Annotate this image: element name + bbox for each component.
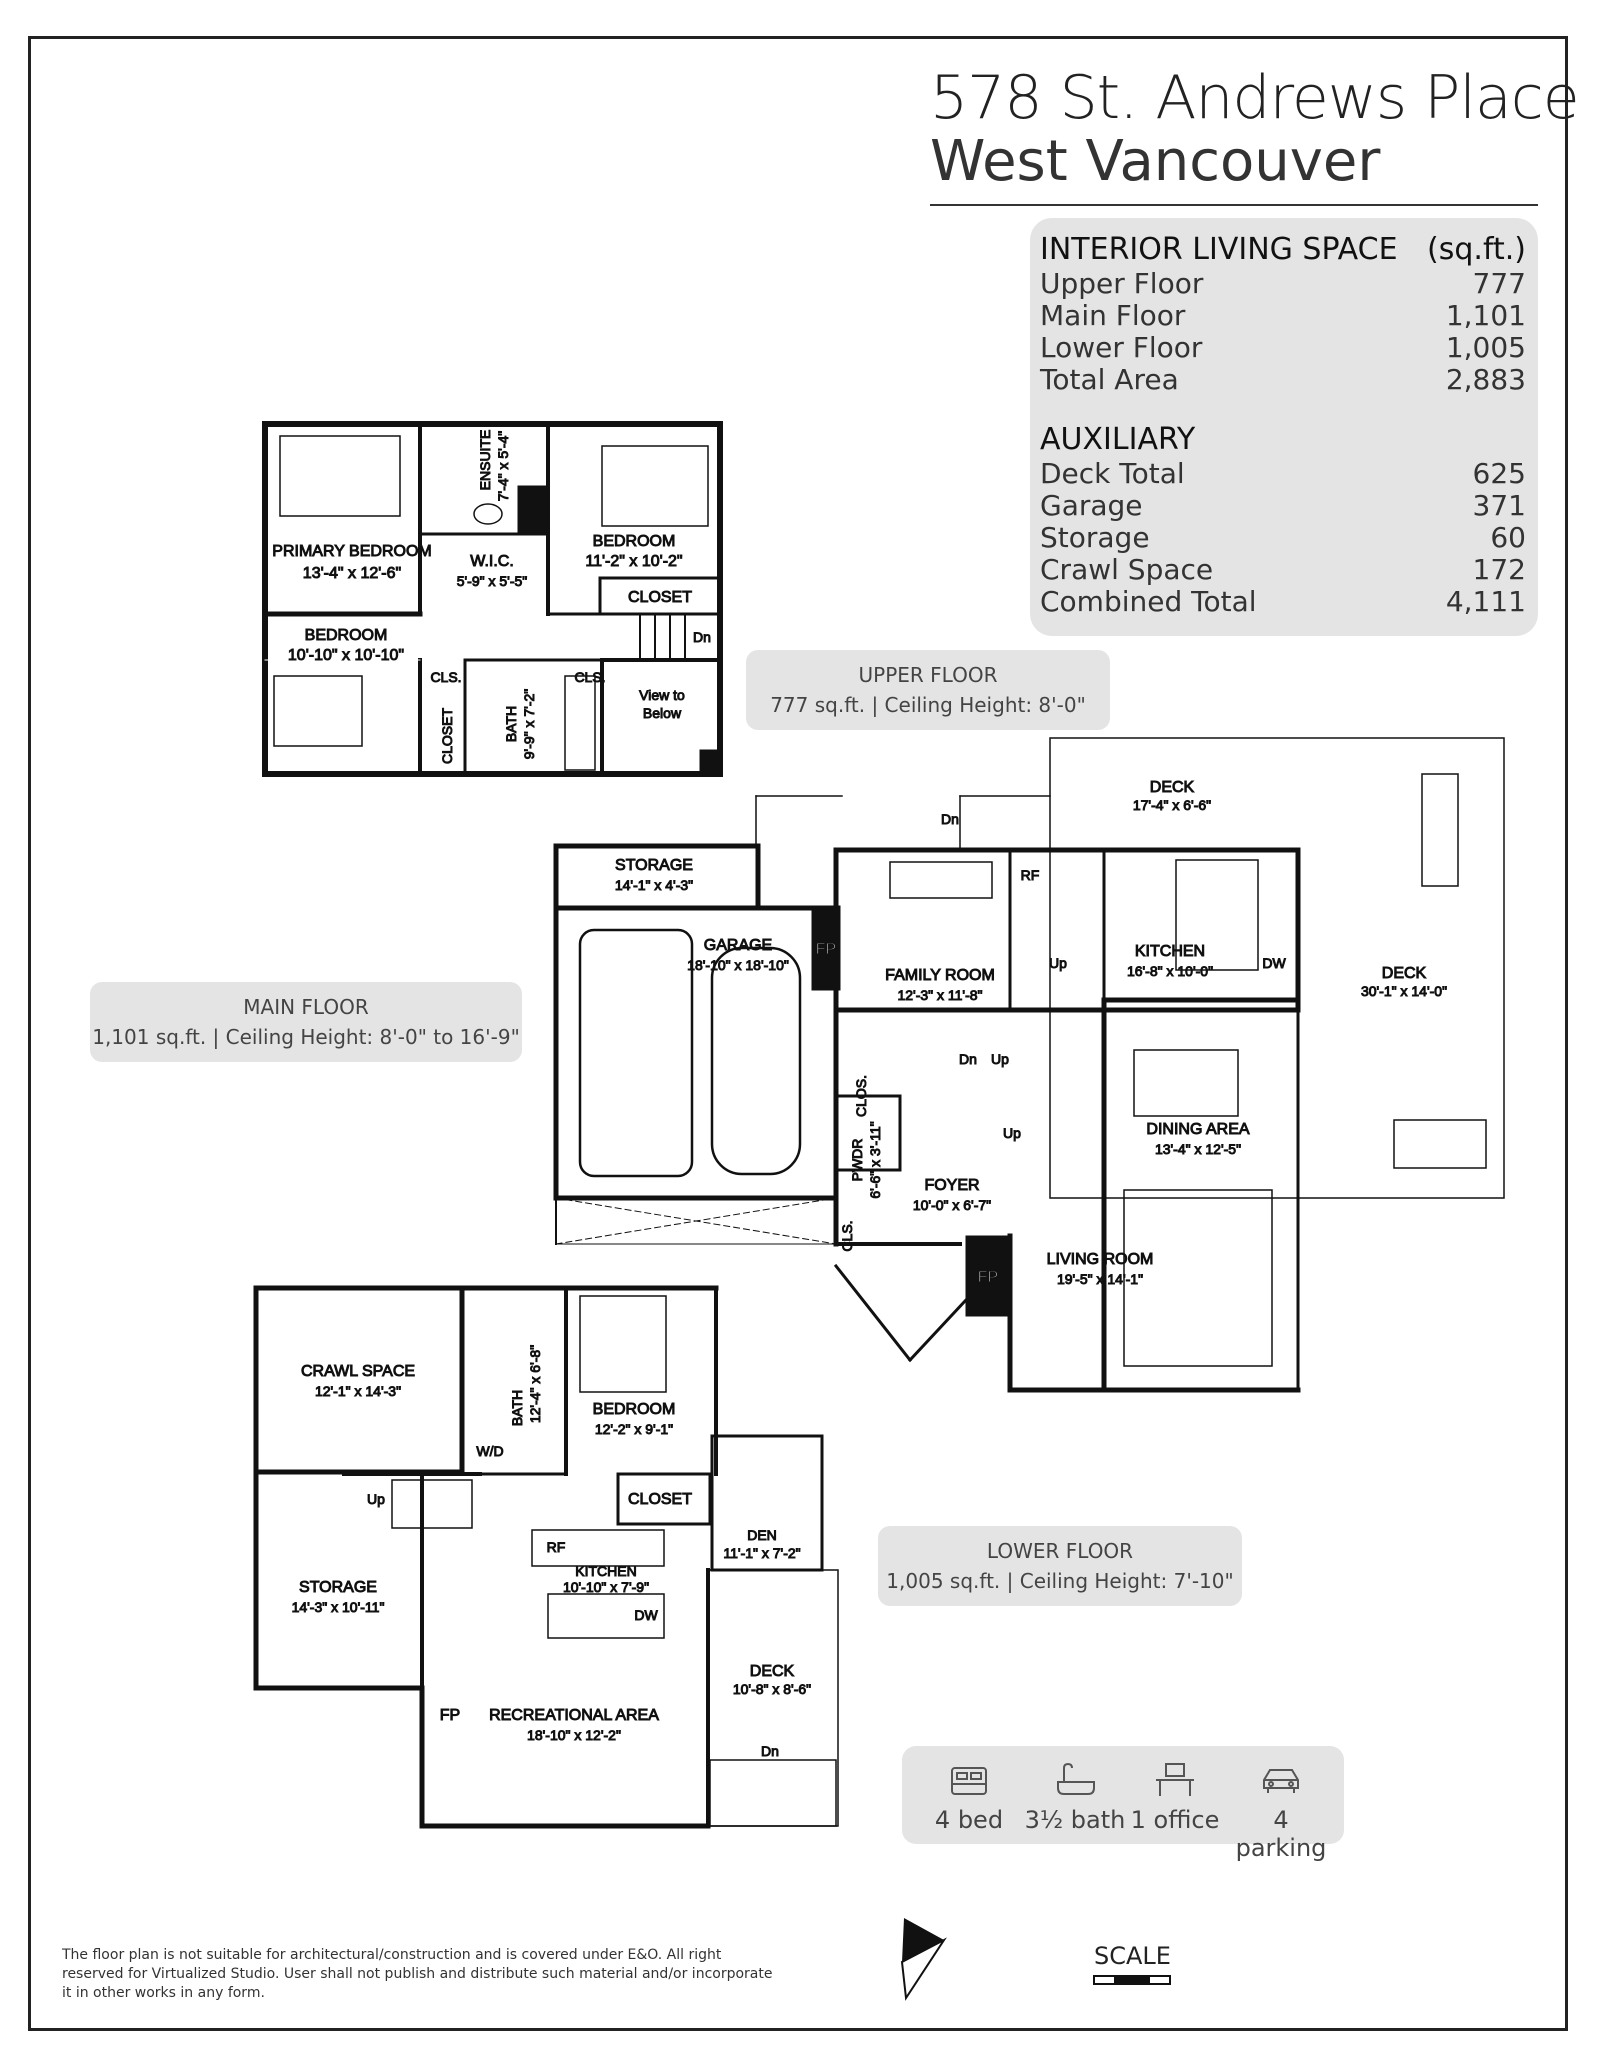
area-value: 1,005: [1445, 331, 1526, 364]
north-arrow-icon: [902, 1918, 944, 1998]
stair-label: Up: [1003, 1125, 1021, 1141]
area-value: 625: [1472, 457, 1526, 490]
stat-label: 4 parking: [1235, 1806, 1327, 1862]
room-dimension: 12'-2" x 9'-1": [594, 1421, 674, 1437]
property-city: West Vancouver: [930, 129, 1381, 194]
room-name: CLOSET: [627, 1491, 693, 1508]
room-dimension: 13'-4" x 12'-5": [1154, 1141, 1242, 1157]
area-label: Main Floor: [1040, 299, 1186, 332]
stair-label: Dn: [693, 629, 711, 645]
room-name: RECREATIONAL AREA: [489, 1707, 659, 1724]
car-icon: [1226, 1760, 1336, 1800]
scale-label: SCALE: [1094, 1942, 1171, 1970]
room-dimension: 12'-3" x 11'-8": [897, 987, 983, 1003]
main-floor-plan: [556, 738, 1504, 1390]
room-name: W.I.C.: [470, 553, 514, 570]
room-dimension: 12'-4" x 6'-8": [527, 1344, 543, 1424]
area-label: Deck Total: [1040, 457, 1185, 490]
room-dimension: 10'-10" x 10'-10": [287, 647, 405, 664]
room-dimension: 16'-8" x 10'-0": [1126, 963, 1214, 979]
floor-detail: 1,005 sq.ft. | Ceiling Height: 7'-10": [886, 1569, 1234, 1593]
stair-label: Dn: [761, 1743, 779, 1759]
interior-heading: INTERIOR LIVING SPACE: [1040, 232, 1398, 267]
stat-label: 1 office: [1130, 1806, 1220, 1834]
fireplace-label: FP: [815, 941, 837, 958]
stat-item: [1226, 1760, 1336, 1862]
room-name: STORAGE: [299, 1579, 377, 1596]
room-dimension: Below: [642, 705, 682, 721]
area-value: 777: [1472, 267, 1526, 300]
room-name: BEDROOM: [304, 627, 388, 644]
scale-bar: [1094, 1976, 1170, 1984]
stair-label: Dn: [941, 811, 959, 827]
room-dimension: 10'-0" x 6'-7": [912, 1197, 992, 1213]
room-dimension: 13'-4" x 12'-6": [302, 565, 402, 582]
room-dimension: 9'-9" x 7'-2": [521, 688, 537, 760]
room-name: CRAWL SPACE: [300, 1363, 416, 1380]
area-unit: (sq.ft.): [1427, 232, 1526, 267]
area-value: 60: [1490, 521, 1526, 554]
area-label: Total Area: [1040, 363, 1179, 396]
room-dimension: 17'-4" x 6'-6": [1132, 797, 1212, 813]
stair-label: Up: [991, 1051, 1009, 1067]
room-dimension: 6'-6" x 3'-11": [867, 1121, 883, 1199]
dishwasher-label: DW: [634, 1607, 658, 1623]
bed-icon: [914, 1760, 1024, 1800]
floor-name: UPPER FLOOR: [858, 663, 998, 687]
room-name: BATH: [503, 705, 519, 743]
room-name: ENSUITE: [477, 429, 493, 491]
area-label: Lower Floor: [1040, 331, 1203, 364]
room-name: PWDR: [849, 1138, 865, 1182]
area-value: 172: [1472, 553, 1526, 586]
room-name: PRIMARY BEDROOM: [272, 543, 432, 560]
room-name: DECK: [1381, 965, 1427, 982]
room-name: BATH: [509, 1389, 525, 1427]
stat-label: 4 bed: [934, 1806, 1004, 1834]
room-dimension: 11'-2" x 10'-2": [585, 553, 683, 570]
room-name: BEDROOM: [592, 1401, 676, 1418]
room-name: DEN: [747, 1527, 777, 1543]
room-dimension: 11'-1" x 7'-2": [723, 1545, 801, 1561]
area-value: 4,111: [1445, 585, 1526, 618]
room-dimension: 30'-1" x 14'-0": [1360, 983, 1448, 999]
room-dimension: 10'-8" x 8'-6": [732, 1681, 812, 1697]
room-name: STORAGE: [615, 857, 693, 874]
stat-label: 3½ bath: [1024, 1806, 1126, 1834]
floor-name: MAIN FLOOR: [243, 995, 369, 1019]
room-name: DECK: [1149, 779, 1195, 796]
fireplace-label: FP: [977, 1269, 999, 1286]
room-dimension: 18'-10" x 12'-2": [527, 1727, 621, 1743]
room-dimension: 12'-1" x 14'-3": [314, 1383, 402, 1399]
dishwasher-label: DW: [1262, 955, 1286, 971]
room-name: KITCHEN: [1134, 943, 1206, 960]
area-value: 2,883: [1445, 363, 1526, 396]
room-dimension: 14'-1" x 4'-3": [614, 877, 694, 893]
area-label: Garage: [1040, 489, 1143, 522]
area-label: Combined Total: [1040, 585, 1257, 618]
room-name: DINING AREA: [1146, 1121, 1250, 1138]
floor-detail: 1,101 sq.ft. | Ceiling Height: 8'-0" to 16'-9": [92, 1025, 520, 1049]
room-name: DECK: [749, 1663, 795, 1680]
auxiliary-heading: AUXILIARY: [1040, 422, 1196, 457]
bathtub-icon: [1020, 1760, 1130, 1800]
area-label: Crawl Space: [1040, 553, 1214, 586]
room-name: CLOSET: [439, 707, 455, 765]
area-value: 1,101: [1445, 299, 1526, 332]
disclaimer-text: The floor plan is not suitable for architectural/construction and is covered under E&O. All right reserved for Virtualized Studio. User shall not publish and distribute such material and/or incorporate it in other works in any form.: [62, 1947, 773, 2001]
fireplace-label: FP: [439, 1707, 461, 1724]
room-name: GARAGE: [703, 937, 773, 954]
floor-name: LOWER FLOOR: [986, 1539, 1134, 1563]
area-label: Upper Floor: [1040, 267, 1204, 300]
room-name: KITCHEN: [575, 1563, 637, 1579]
room-dimension: 5'-9" x 5'-5": [456, 573, 528, 589]
room-name: View to: [639, 687, 685, 703]
room-name: W/D: [476, 1443, 504, 1459]
stat-item: [1120, 1760, 1230, 1834]
property-address: 578 St. Andrews Place: [930, 63, 1579, 133]
area-label: Storage: [1040, 521, 1150, 554]
room-name: FAMILY ROOM: [885, 967, 995, 984]
floor-detail: 777 sq.ft. | Ceiling Height: 8'-0": [770, 693, 1086, 717]
room-dimension: 7'-4" x 5'-4": [495, 430, 511, 502]
room-dimension: 18'-10" x 18'-10": [687, 957, 789, 973]
room-name: CLS.: [839, 1220, 855, 1252]
fridge-label: RF: [1020, 867, 1040, 883]
room-dimension: 14'-3" x 10'-11": [291, 1599, 385, 1615]
room-name: CLOS.: [853, 1074, 869, 1118]
room-name: LIVING ROOM: [1046, 1251, 1154, 1268]
stat-item: [914, 1760, 1024, 1834]
room-name: CLS.: [574, 669, 606, 685]
stair-label: Dn: [959, 1051, 977, 1067]
stair-label: Up: [367, 1491, 385, 1507]
area-value: 371: [1472, 489, 1526, 522]
room-name: BEDROOM: [592, 533, 676, 550]
room-name: CLS.: [430, 669, 462, 685]
stat-item: [1020, 1760, 1130, 1834]
room-dimension: 19'-5" x 14'-1": [1056, 1271, 1144, 1287]
room-dimension: 10'-10" x 7'-9": [562, 1579, 650, 1595]
desk-icon: [1120, 1760, 1230, 1800]
room-name: FOYER: [924, 1177, 980, 1194]
room-name: CLOSET: [627, 589, 693, 606]
stair-label: Up: [1049, 955, 1067, 971]
fridge-label: RF: [546, 1539, 566, 1555]
